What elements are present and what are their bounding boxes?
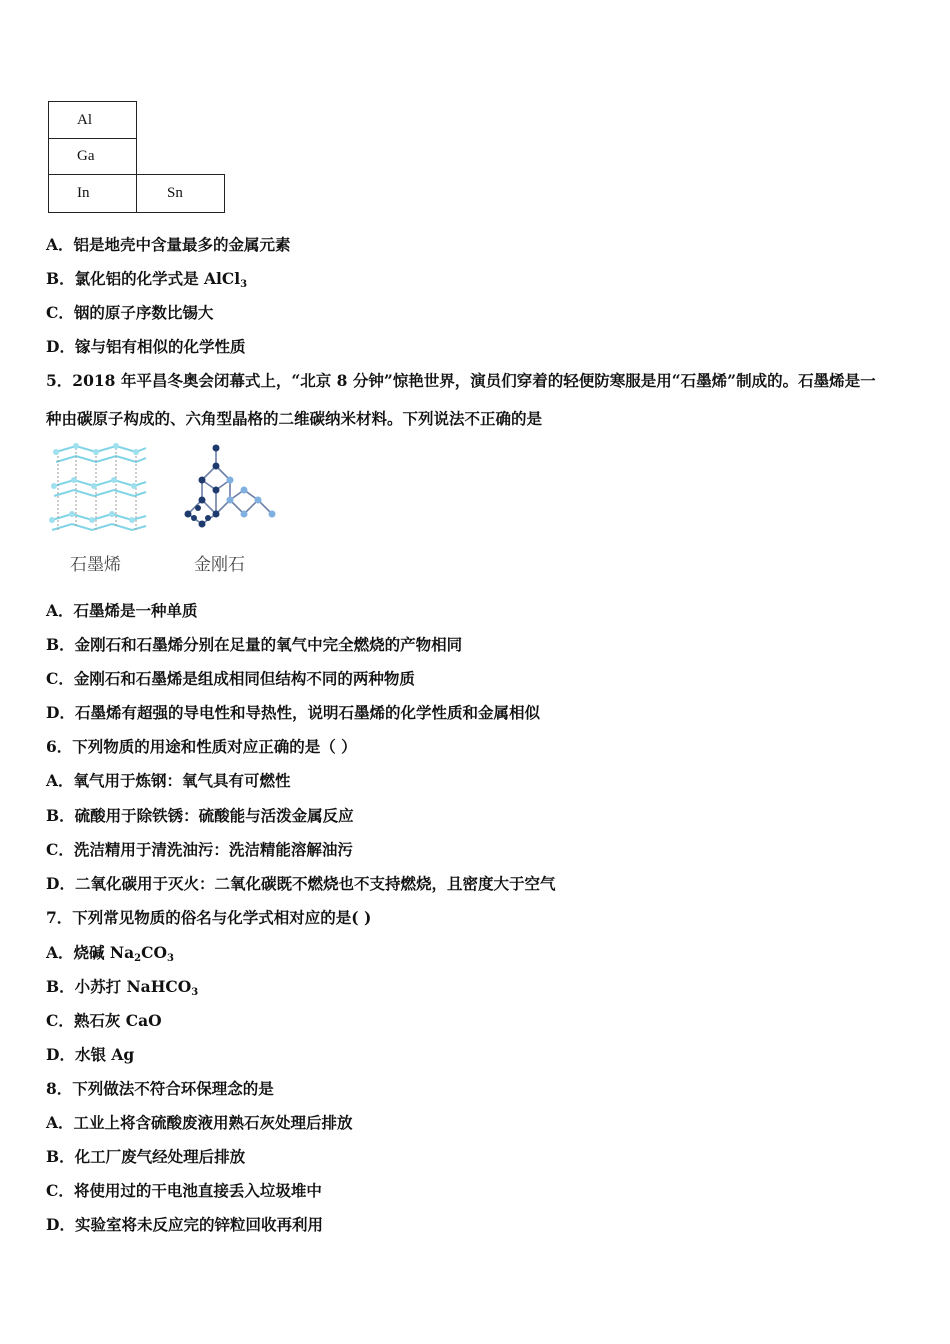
q8-option-d: D．实验室将未反应完的锌粒回收再利用: [46, 1215, 323, 1234]
q7-option-b: B．小苏打 NaHCO$_3$: [46, 977, 199, 998]
q8-option-c: C．将使用过的干电池直接丢入垃圾堆中: [46, 1181, 322, 1200]
q6-stem: 6．下列物质的用途和性质对应正确的是（ ）: [46, 737, 357, 756]
q8-option-b: B．化工厂废气经处理后排放: [46, 1147, 246, 1166]
q5-option-c: C．金刚石和石墨烯是组成相同但结构不同的两种物质: [46, 669, 415, 688]
cell-in: In: [49, 175, 137, 213]
q5-option-b: B．金刚石和石墨烯分别在足量的氧气中完全燃烧的产物相同: [46, 635, 463, 654]
q7-stem: 7．下列常见物质的俗名与化学式相对应的是( ): [46, 908, 372, 927]
q5-stem-line-2: 种由碳原子构成的、六角型晶格的二维碳纳米材料。下列说法不正确的是: [46, 409, 543, 428]
q7-option-a: A．烧碱 $Na_2CO_3$: [46, 943, 174, 964]
q6-option-a: A．氧气用于炼钢：氧气具有可燃性: [46, 771, 291, 790]
q6-option-d: D．二氧化碳用于灭火：二氧化碳既不燃烧也不支持燃烧，且密度大于空气: [46, 874, 556, 893]
graphene-caption: 石墨烯: [70, 555, 121, 575]
q4-option-b: B．氯化铝的化学式是 AlCl$_3$: [46, 269, 248, 290]
diamond-caption: 金刚石: [194, 555, 245, 575]
cell-sn: Sn: [137, 175, 225, 213]
cell-ga: Ga: [49, 139, 137, 175]
q5-stem-line-1: 5．2018 年平昌冬奥会闭幕式上，“北京 8 分钟”惊艳世界，演员们穿着的轻便防寒服是用“石墨烯”制成的。石墨烯是一: [46, 371, 876, 390]
cell-al: Al: [49, 102, 137, 139]
q5-option-d: D．石墨烯有超强的导电性和导热性，说明石墨烯的化学性质和金属相似: [46, 703, 540, 722]
q7-option-d: D．水银 Ag: [46, 1045, 135, 1064]
q4-option-c: C．铟的原子序数比锡大: [46, 303, 214, 322]
q4-option-d: D．镓与铝有相似的化学性质: [46, 337, 246, 356]
diamond-structure-image: [172, 440, 282, 532]
q6-option-c: C．洗洁精用于清洗油污：洗洁精能溶解油污: [46, 840, 353, 859]
q7-option-c: C．熟石灰 CaO: [46, 1011, 162, 1030]
q5-option-a: A．石墨烯是一种单质: [46, 601, 198, 620]
graphene-structure-image: [46, 440, 156, 540]
q8-stem: 8．下列做法不符合环保理念的是: [46, 1079, 274, 1098]
q4-option-a: A．铝是地壳中含量最多的金属元素: [46, 235, 291, 254]
q8-option-a: A．工业上将含硫酸废液用熟石灰处理后排放: [46, 1113, 353, 1132]
periodic-table-fragment: [48, 101, 225, 213]
q6-option-b: B．硫酸用于除铁锈：硫酸能与活泼金属反应: [46, 806, 354, 825]
